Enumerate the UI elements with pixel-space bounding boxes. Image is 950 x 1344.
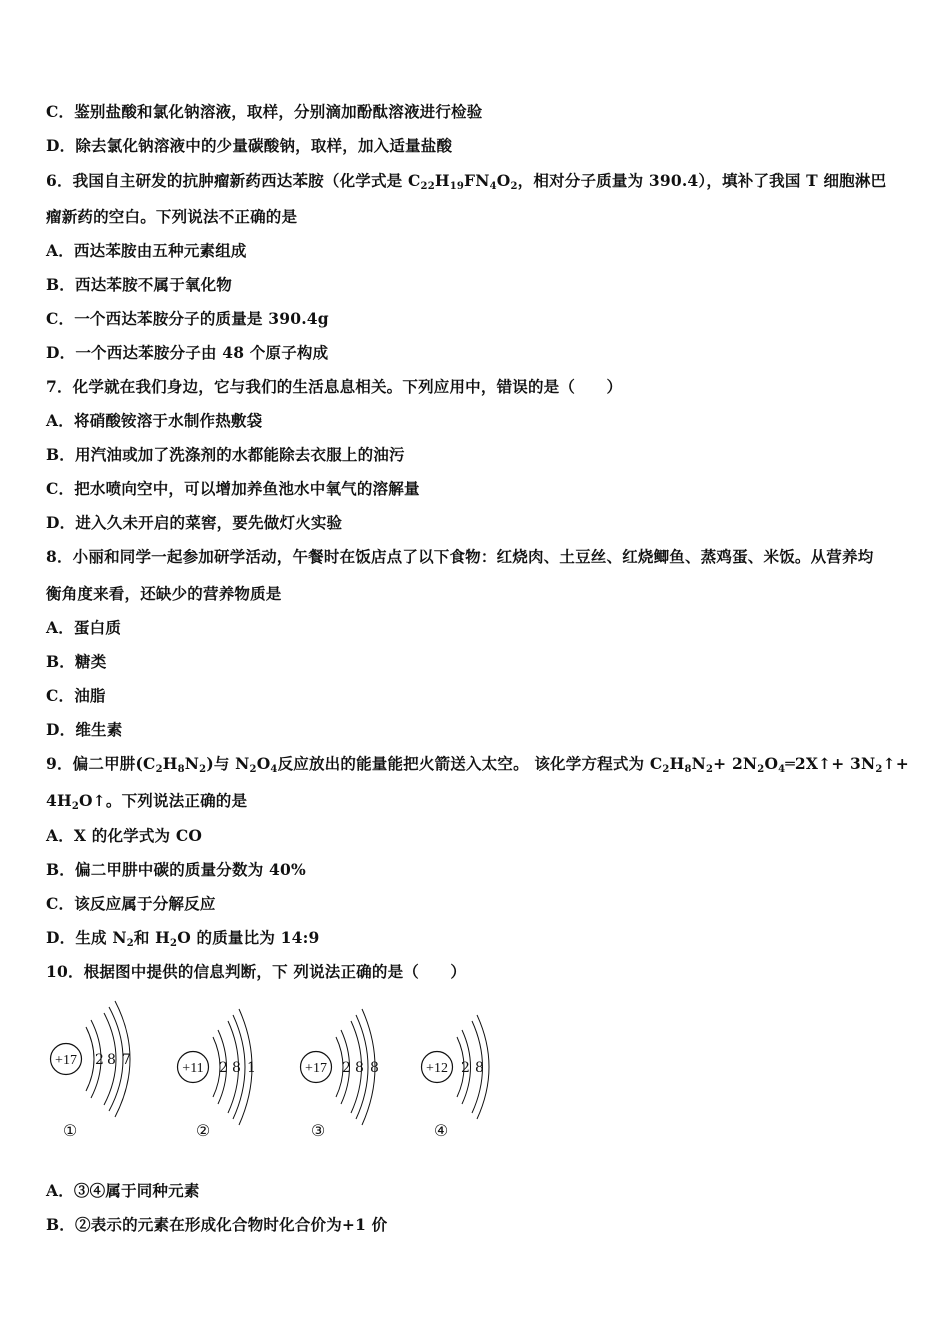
atom-label: ③ (310, 1121, 326, 1140)
q5-option-d: D．除去氯化钠溶液中的少量碳酸钠，取样，加入适量盐酸 (46, 136, 453, 155)
q10-option-b: B．②表示的元素在形成化合物时化合价为+1 价 (46, 1215, 388, 1234)
q7-option-a: A．将硝酸铵溶于水制作热敷袋 (46, 411, 263, 430)
q8-stem-cont: 衡角度来看，还缺少的营养物质是 (46, 584, 282, 603)
shell-arc-icon (86, 1027, 94, 1091)
atom-label: ④ (433, 1121, 449, 1140)
q8-option-c: C．油脂 (46, 686, 106, 705)
q9-stem-cont: $4H_2O↑$。下列说法正确的是 (46, 791, 248, 812)
q9-stem: 9．偏二甲肼$(C_2H_8N_2)$与 $N_2O_4$反应放出的能量能把火箭送入太空。 该化学方程式为 $C_2H_8N_2+$ $2N_2O_4═2X↑+$ $3N_2↑+$ (46, 754, 909, 775)
q9-option-b: B．偏二甲肼中碳的质量分数为 40% (46, 860, 306, 879)
q6-option-a: A．西达苯胺由五种元素组成 (46, 241, 247, 260)
q7-option-d: D．进入久未开启的菜窖，要先做灯火实验 (46, 513, 343, 532)
shell-electron-count: 2 (219, 1060, 228, 1076)
q6-option-d: D．一个西达苯胺分子由 48 个原子构成 (46, 343, 329, 362)
q9-option-c: C．该反应属于分解反应 (46, 894, 216, 913)
q8-option-d: D．维生素 (46, 720, 123, 739)
q9-option-a: A．X 的化学式为 CO (46, 826, 203, 845)
shell-electron-count: 8 (475, 1060, 484, 1076)
q6-option-b: B．西达苯胺不属于氧化物 (46, 275, 233, 294)
atom-nucleus: +12 (426, 1061, 448, 1076)
atom-label: ① (62, 1121, 78, 1140)
q5-option-c: C．鉴别盐酸和氯化钠溶液，取样，分别滴加酚酞溶液进行检验 (46, 102, 483, 121)
atom-nucleus: +17 (55, 1053, 77, 1068)
q7-option-c: C．把水喷向空中，可以增加养鱼池水中氧气的溶解量 (46, 479, 420, 498)
shell-electron-count: 2 (461, 1060, 470, 1076)
q8-option-a: A．蛋白质 (46, 618, 122, 637)
atom-diagram-1 (48, 1005, 138, 1140)
atom-diagram-3 (298, 1005, 388, 1140)
shell-electron-count: 8 (107, 1052, 116, 1068)
shell-electron-count: 7 (122, 1052, 131, 1068)
q10-option-a: A．③④属于同种元素 (46, 1181, 200, 1200)
shell-electron-count: 8 (232, 1060, 241, 1076)
atom-diagram-2 (175, 1005, 265, 1140)
atom-label: ② (195, 1121, 211, 1140)
q7-option-b: B．用汽油或加了洗涤剂的水都能除去衣服上的油污 (46, 445, 405, 464)
q7-stem: 7．化学就在我们身边，它与我们的生活息息相关。下列应用中，错误的是（ ） (46, 377, 623, 396)
q6-stem: 6．我国自主研发的抗肿瘤新药西达苯胺（化学式是 $C_{22}H_{19}FN_4O_2$，相对分子质量为 390.4），填补了我国 T 细胞淋巴 (46, 171, 887, 192)
atom-nucleus: +17 (305, 1061, 327, 1076)
atom-diagram-4 (419, 1005, 499, 1140)
atom-nucleus: +11 (182, 1061, 204, 1076)
shell-electron-count: 8 (355, 1060, 364, 1076)
shell-electron-count: 8 (370, 1060, 379, 1076)
shell-electron-count: 2 (95, 1052, 104, 1068)
q9-option-d: D．生成 $N_2$和 $H_2O$ 的质量比为 14:9 (46, 928, 320, 949)
shell-electron-count: 2 (342, 1060, 351, 1076)
q6-option-c: C．一个西达苯胺分子的质量是 390.4g (46, 309, 329, 328)
q10-stem: 10．根据图中提供的信息判断，下 列说法正确的是（ ） (46, 962, 467, 981)
q8-stem: 8．小丽和同学一起参加研学活动，午餐时在饭店点了以下食物：红烧肉、土豆丝、红烧鲫鱼、蒸鸡蛋、米饭。从营养均 (46, 547, 874, 566)
q8-option-b: B．糖类 (46, 652, 107, 671)
q6-stem-cont: 瘤新药的空白。下列说法不正确的是 (46, 207, 298, 226)
shell-electron-count: 1 (247, 1060, 256, 1076)
